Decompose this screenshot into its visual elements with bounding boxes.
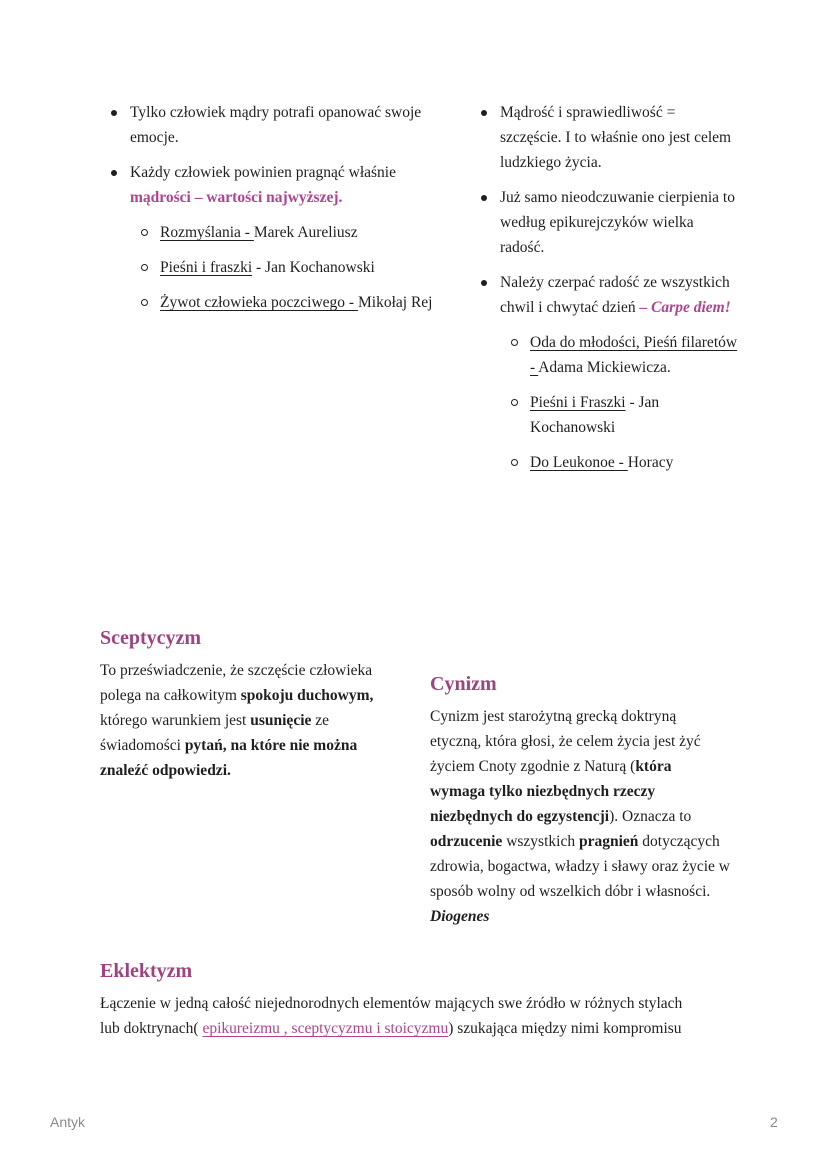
work-title: Pieśni i Fraszki [530,394,626,411]
list-item: Tylko człowiek mądry potrafi opanować swoje emocje. [100,100,440,150]
reference-item: Do Leukonoe - Horacy [500,450,740,475]
section-body: Cynizm jest starożytną grecką doktryną etyczną, która głosi, że celem życia jest żyć życiem Cnoty zgodnie z Naturą (która wymaga tylko niezbędnych rzeczy niezbędnych do egzystencji). Oznacza to odrzucenie wszystkich pragnień dotyczących zdrowia, bogactwa, władzy i sławy oraz życie w sposób wolny od wszelkich dóbr i własności. Diogenes [430,708,730,925]
work-title: Oda do młodości, Pieśń filaretów - [530,334,738,376]
left-column [100,100,440,325]
work-title: Do Leukonoe - [530,454,628,471]
doctrines-link[interactable]: epikureizmu , sceptycyzmu i stoicyzmu [202,1020,449,1037]
reference-item: Żywot człowieka poczciwego - Mikołaj Rej [130,290,440,315]
highlight-text: mądrości – wartości najwyższej. [130,189,343,206]
carpe-diem-text: – Carpe diem! [639,299,731,316]
section-heading: Cynizm [430,673,497,695]
section-body: Łączenie w jedną całość niejednorodnych elementów mających swe źródło w różnych stylach lub doktrynach( epikureizmu , sceptycyzmu i stoicyzmu) szukająca między nimi kompromisu [100,995,683,1037]
list-item: Mądrość i sprawiedliwość = szczęście. I to właśnie ono jest celem ludzkiego życia. [470,100,740,175]
reference-item: Rozmyślania - Marek Aureliusz [130,220,440,245]
reference-list [130,220,440,315]
list-item: Każdy człowiek powinien pragnąć właśnie mądrości – wartości najwyższej. Rozmyślania - Marek Aureliusz Pieśni i fraszki - Jan Kochanowski Żywot człowieka poczciwego - Mikołaj Rej [100,160,440,315]
left-bullet-list [100,100,440,315]
sceptycyzm-section [100,624,405,783]
work-title: Żywot człowieka poczciwego - [160,294,358,311]
work-title: Pieśni i fraszki [160,259,253,276]
list-item: Już samo nieodczuwanie cierpienia to według epikurejczyków wielka radość. [470,185,740,260]
reference-item: Pieśni i fraszki - Jan Kochanowski [130,255,440,280]
list-item: Należy czerpać radość ze wszystkich chwil i chwytać dzień – Carpe diem! Oda do młodości, Pieśń filaretów - Adama Mickiewicza. Pieśni i Fraszki - Jan Kochanowski Do Leukonoe - Horacy [470,270,740,475]
section-heading: Sceptycyzm [100,627,202,649]
eklektyzm-section [100,957,700,1041]
right-column [470,100,740,485]
section-body: To przeświadczenie, że szczęście człowieka polega na całkowitym spokoju duchowym, którego warunkiem jest usunięcie ze świadomości pytań, na które nie można znaleźć odpowiedzi. [100,662,374,779]
reference-list [500,330,740,475]
right-bullet-list [470,100,740,475]
work-title: Rozmyślania - [160,224,254,241]
section-heading: Eklektyzm [100,960,193,982]
page-number: 2 [770,1114,778,1130]
cynizm-section [430,670,730,929]
reference-item: Pieśni i Fraszki - Jan Kochanowski [500,390,740,440]
footer-section-name: Antyk [50,1114,86,1130]
reference-item: Oda do młodości, Pieśń filaretów - Adama Mickiewicza. [500,330,740,380]
